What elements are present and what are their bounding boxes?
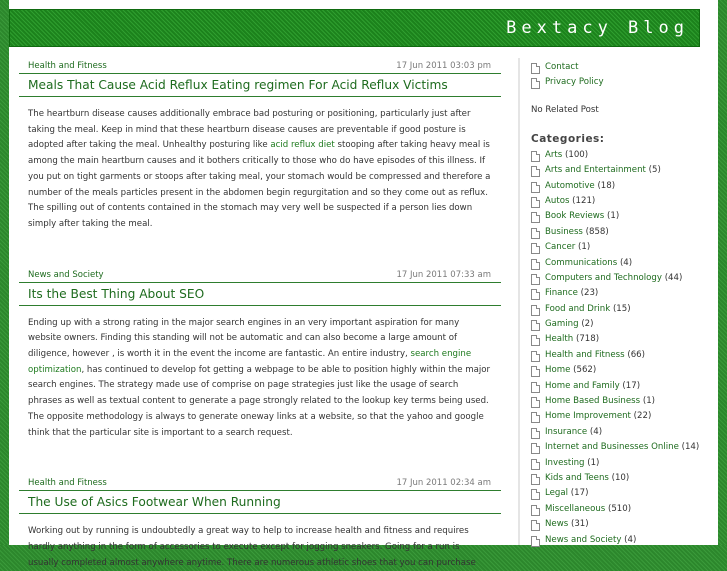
category-count: (1) [642, 396, 656, 407]
category-count: (718) [575, 334, 600, 345]
category-count: (23) [580, 288, 599, 299]
sidebar-divider [518, 58, 520, 545]
category-link[interactable]: Home [545, 365, 571, 376]
page-icon [531, 412, 540, 423]
category-item [531, 517, 711, 532]
category-item [531, 225, 711, 240]
category-item [531, 271, 711, 286]
category-item [531, 179, 711, 194]
site-header [9, 9, 700, 47]
category-count: (562) [573, 365, 597, 376]
category-item [531, 317, 711, 332]
sidebar [531, 60, 711, 548]
page-icon [531, 320, 540, 331]
title-divider [19, 513, 501, 514]
category-link[interactable]: Book Reviews [545, 211, 605, 222]
post-category-link[interactable]: Health and Fitness [28, 61, 107, 71]
no-related-post: No Related Post [531, 104, 599, 115]
page-icon [531, 397, 540, 408]
category-count: (121) [572, 195, 596, 206]
category-link[interactable]: Home and Family [545, 380, 620, 391]
page-icon [531, 335, 540, 346]
post-title-link[interactable]: Meals That Cause Acid Reflux Eating regimen For Acid Reflux Victims [28, 78, 448, 92]
page-icon [531, 428, 540, 439]
category-item [531, 194, 711, 209]
post-text: The heartburn disease causes additionally embrace bad posturing or positioning, particularly just after taking the meal. Keep in mind that these heartburn disease causes are preventable if good posture is adopted after taking the meal. Unhealthy posturing like [28, 109, 471, 151]
category-item [531, 425, 711, 440]
category-count: (1) [607, 211, 620, 222]
category-count: (15) [612, 303, 631, 314]
category-item [531, 286, 711, 301]
category-count: (44) [664, 272, 683, 283]
page-icon [531, 289, 540, 300]
category-item [531, 302, 711, 317]
category-item [531, 471, 711, 486]
post-inline-link[interactable]: acid reflux diet [270, 140, 335, 151]
category-item [531, 456, 711, 471]
category-link[interactable]: Arts [545, 149, 563, 160]
pages-list [531, 60, 711, 91]
category-link[interactable]: Gaming [545, 319, 579, 330]
post-meta [19, 267, 501, 283]
post-text: , has continued to develop fot getting a webpage to be able to position highly within the major search engines. The strategy made use of comprise on page strategies just like the usage of search phrases as well as textual content to generate a page strongly related to the lookup key terms being used. The opposite methodology is always to generate oneway links at a website, so that the yahoo and google think that the particular site is important to a search request. [28, 364, 491, 438]
title-divider [19, 305, 501, 306]
page-icon [531, 78, 540, 89]
category-link[interactable]: Health [545, 334, 574, 345]
category-item [531, 502, 711, 517]
category-count: (66) [627, 349, 646, 360]
category-link[interactable]: Automotive [545, 180, 595, 191]
category-count: (22) [633, 411, 652, 422]
page-icon [531, 274, 540, 285]
page-icon [531, 536, 540, 547]
category-count: (18) [597, 180, 616, 191]
page-icon [531, 166, 540, 177]
page-icon [531, 197, 540, 208]
list-item [531, 75, 711, 90]
category-count: (5) [648, 165, 661, 176]
category-item [531, 148, 711, 163]
page-icon [531, 489, 540, 500]
page-icon [531, 228, 540, 239]
categories-list [531, 148, 711, 548]
category-count: (2) [581, 319, 594, 330]
post [19, 267, 501, 442]
category-count: (1) [578, 242, 591, 253]
page-icon [531, 520, 540, 531]
category-link[interactable]: Kids and Teens [545, 472, 609, 483]
category-link[interactable]: Legal [545, 488, 569, 499]
post-category-link[interactable]: Health and Fitness [28, 478, 107, 489]
category-count: (14) [681, 442, 700, 453]
page-icon [531, 212, 540, 223]
category-link[interactable]: Arts and Entertainment [545, 165, 646, 176]
category-link[interactable]: Finance [545, 288, 578, 299]
category-link[interactable]: Food and Drink [545, 303, 611, 314]
page-icon [531, 305, 540, 316]
category-count: (858) [585, 226, 609, 237]
page-icon [531, 259, 540, 270]
page-icon [531, 474, 540, 485]
post-body [28, 316, 491, 442]
category-link[interactable]: Miscellaneous [545, 503, 606, 514]
page-icon [531, 351, 540, 362]
category-item [531, 348, 711, 363]
post-category-link[interactable]: News and Society [28, 269, 104, 280]
page-icon [531, 366, 540, 377]
category-item [531, 486, 711, 501]
category-count: (1) [587, 457, 600, 468]
category-item [531, 209, 711, 224]
post-text: Working out by running is undoubtedly a great way to help to increase health and fitness and requires hardly anything in the form of accessories to execute except for jogging sneakers. Going for a run is usually completed almost anywhere anytime. There are numerous athletic shoes that you can purchase [28, 526, 476, 568]
category-count: (4) [624, 534, 637, 545]
category-link[interactable]: News and Society [545, 534, 622, 545]
category-count: (510) [607, 503, 632, 514]
post-title-link[interactable]: Its the Best Thing About SEO [28, 286, 205, 301]
category-count: (17) [570, 488, 589, 499]
page-icon [531, 459, 540, 470]
category-link[interactable]: Business [545, 226, 583, 237]
category-item [531, 533, 711, 548]
category-count: (100) [565, 149, 589, 160]
page-icon [531, 151, 540, 162]
post-date: 17 Jun 2011 02:34 am [396, 478, 491, 489]
page-icon [531, 382, 540, 393]
page-icon [531, 443, 540, 454]
contact-link[interactable]: Contact [545, 62, 579, 72]
category-link[interactable]: Home Improvement [545, 411, 631, 422]
category-item [531, 163, 711, 178]
category-item [531, 440, 711, 455]
category-link[interactable]: Home Based Business [545, 396, 641, 407]
category-item [531, 332, 711, 347]
post-body [28, 107, 491, 233]
category-item [531, 379, 711, 394]
category-link[interactable]: Computers and Technology [545, 272, 662, 283]
category-item [531, 256, 711, 271]
post-body [28, 524, 491, 571]
page-icon [531, 182, 540, 193]
category-count: (31) [570, 519, 589, 530]
category-count: (4) [619, 257, 633, 268]
post-meta [19, 58, 501, 74]
post-title-link[interactable]: The Use of Asics Footwear When Running [28, 495, 281, 510]
post-inline-link[interactable]: search engine optimization [28, 349, 472, 375]
post-text: Ending up with a strong rating in the major search engines in an very important aspiration for many website owners. Finding this standing will not be automatic and can also become a large amount of diligence, however , is worth it in the event the income are fantastic. An entire industry, [28, 317, 460, 360]
category-item [531, 240, 711, 255]
category-count: (10) [611, 472, 630, 483]
post-text: stooping after taking heavy meal is among the main heartburn causes and it bothers critically to those who do have episodes of this illness. If you put on tight garments or stoops after taking meal, your stomach would be compressed and therefore a number of the meals particles present in the abdomen begin regurgitation and so they come out as reflux. The spilling out of contents contained in the stomach may very well be suspected if a person lies down simply after taking the meal. [28, 140, 491, 229]
category-link[interactable]: Cancer [545, 242, 576, 253]
page-icon [531, 505, 540, 516]
category-link[interactable]: Investing [545, 457, 585, 468]
post-meta [19, 475, 501, 491]
category-link[interactable]: Autos [545, 195, 570, 206]
category-link[interactable]: News [545, 519, 569, 530]
post [19, 58, 501, 233]
page-icon [531, 63, 540, 74]
post-date: 17 Jun 2011 03:03 pm [396, 61, 491, 71]
category-link[interactable]: Insurance [545, 426, 588, 437]
category-count: (4) [589, 426, 603, 437]
category-item [531, 394, 711, 409]
post [19, 475, 501, 571]
main-content [19, 58, 501, 571]
category-item [531, 409, 711, 424]
blog-title[interactable]: Bextacy Blog [506, 18, 689, 38]
category-count: (17) [622, 380, 641, 391]
post-date: 17 Jun 2011 07:33 am [396, 269, 491, 280]
title-divider [19, 96, 501, 97]
category-item [531, 363, 711, 378]
category-link[interactable]: Health and Fitness [545, 349, 625, 360]
list-item [531, 60, 711, 75]
categories-heading: Categories: [531, 132, 605, 145]
page-icon [531, 243, 540, 254]
privacy-policy-link[interactable]: Privacy Policy [545, 77, 604, 88]
category-link[interactable]: Communications [545, 257, 618, 268]
category-link[interactable]: Internet and Businesses Online [545, 442, 679, 453]
